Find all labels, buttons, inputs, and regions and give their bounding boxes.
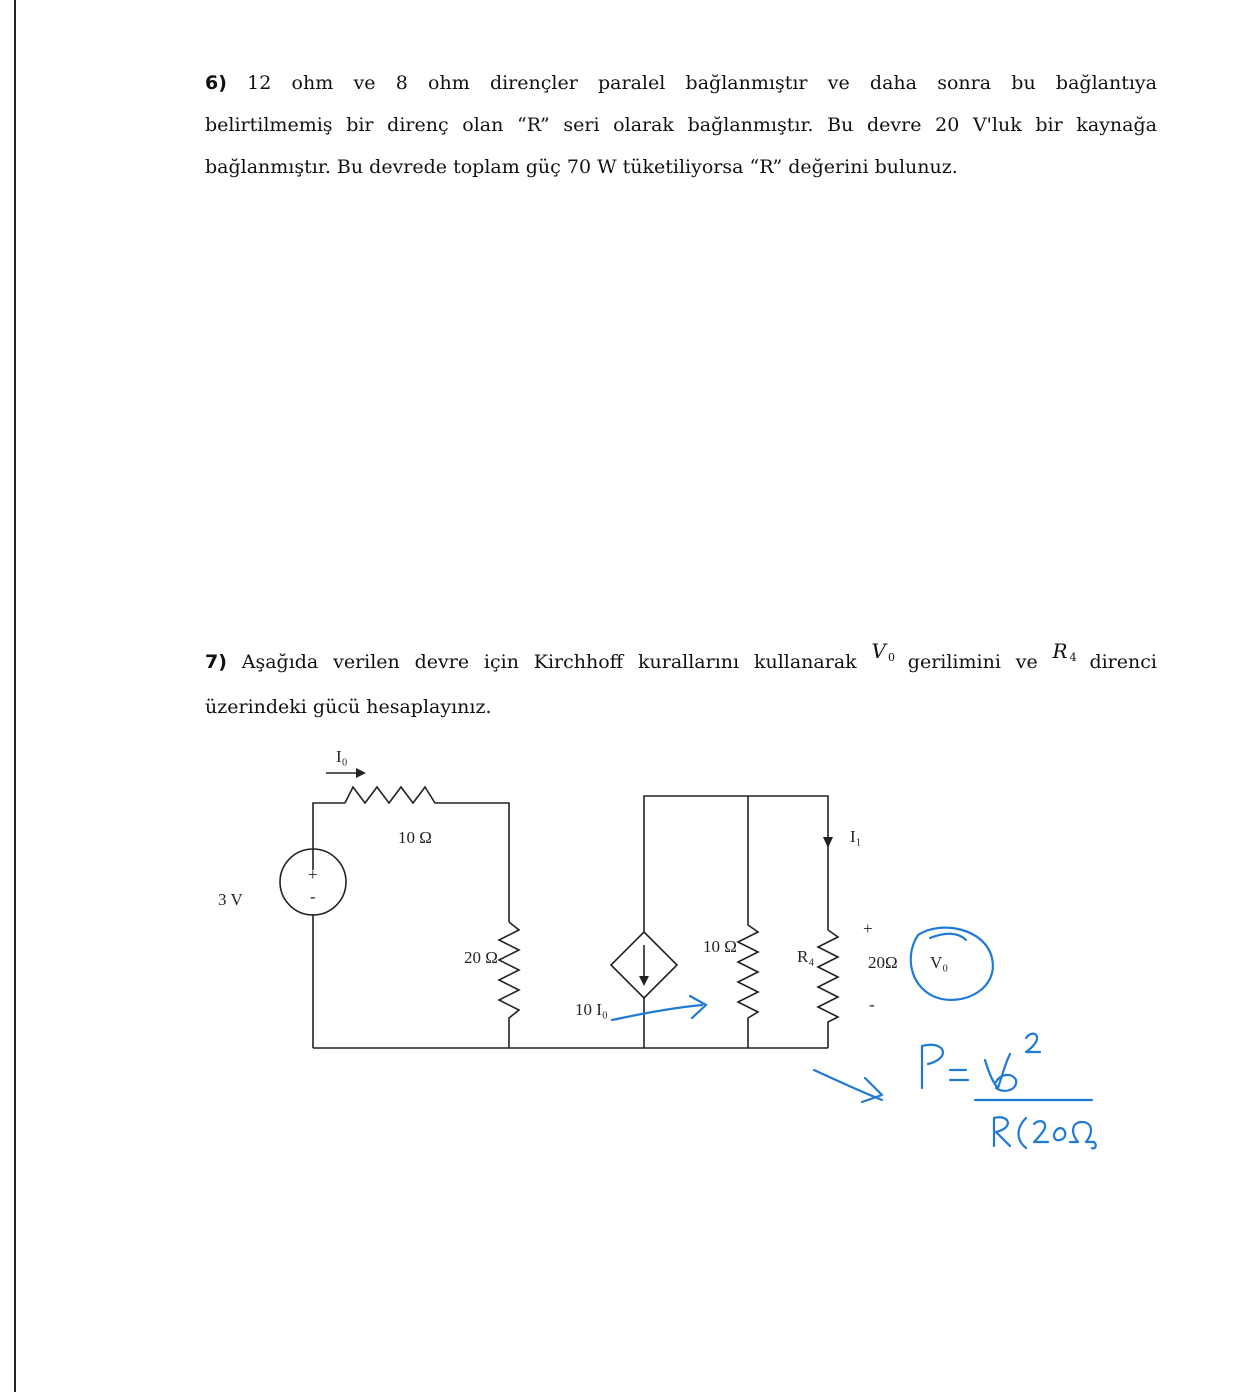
- question-7-text-a: Aşağıda verilen devre için Kirchhoff kurallarını kullanarak: [241, 651, 857, 673]
- question-6-line-3: bağlanmıştır. Bu devrede toplam güç 70 W tüketiliyorsa “R” değerini bulunuz.: [205, 156, 958, 178]
- wire-left-top: [313, 803, 345, 870]
- hand-circle-v0: [911, 928, 993, 1000]
- resistor-r4: [818, 930, 838, 1048]
- resistor-20ohm-label: 20 Ω: [464, 948, 498, 967]
- wire-top-right: [460, 803, 509, 922]
- hand-letter-p: [922, 1045, 943, 1088]
- question-7-line-2: üzerindeki gücü hesaplayınız.: [205, 696, 492, 718]
- question-7-number: 7): [205, 651, 227, 673]
- v0-minus-sign: -: [869, 995, 875, 1014]
- r4-symbol: R 4: [1052, 639, 1077, 664]
- question-6-text-1: 12 ohm ve 8 ohm dirençler paralel bağlanmıştır ve daha sonra bu bağlantıya: [247, 72, 1157, 94]
- resistor-20ohm: [499, 922, 519, 1048]
- resistor-10ohm-middle: [738, 796, 758, 1048]
- hand-arrow-formula: [814, 1070, 882, 1102]
- hand-denominator-omega: [1070, 1122, 1096, 1149]
- hand-denominator-paren: [1019, 1118, 1027, 1148]
- question-6-number: 6): [205, 72, 227, 94]
- v0-symbol: V 0: [871, 639, 895, 664]
- question-6-line-2: belirtilmemiş bir direnç olan “R” seri olarak bağlanmıştır. Bu devre 20 V'luk bir kaynağa: [205, 114, 1157, 136]
- dependent-source-label: 10 I₀: [575, 1000, 608, 1019]
- question-7-text-c: direnci: [1089, 651, 1157, 673]
- hand-denominator-0: [1054, 1128, 1065, 1140]
- hand-superscript-2: [1026, 1034, 1040, 1052]
- resistor-20ohm-right-label: 20Ω: [868, 953, 898, 972]
- wire-right-top: [644, 796, 828, 932]
- source-plus-sign: +: [308, 865, 318, 884]
- hand-v0-letter: [985, 1054, 1016, 1091]
- i1-arrow-head: [823, 837, 833, 848]
- resistor-10ohm-middle-label: 10 Ω: [703, 937, 737, 956]
- question-7-text-b: gerilimini ve: [907, 651, 1038, 673]
- dep-source-arrow-head: [639, 976, 649, 986]
- hand-arrow-10i0: [612, 996, 706, 1020]
- i1-label: I₁: [850, 827, 862, 846]
- i0-arrow-head: [356, 768, 366, 778]
- hand-equals: [950, 1070, 968, 1080]
- resistor-10ohm-top: [345, 787, 460, 803]
- hand-denominator-2: [1034, 1121, 1048, 1142]
- handwritten-annotations: [612, 928, 1096, 1149]
- resistor-10ohm-top-label: 10 Ω: [398, 828, 432, 847]
- i0-label: I₀: [336, 747, 348, 766]
- v0-plus-sign: +: [863, 919, 873, 938]
- resistor-r4-label: R₄: [797, 947, 815, 966]
- source-minus-sign: -: [310, 887, 316, 906]
- hand-denominator-r: [994, 1117, 1010, 1146]
- source-3v-label: 3 V: [218, 890, 243, 909]
- v0-label: V₀: [930, 953, 949, 972]
